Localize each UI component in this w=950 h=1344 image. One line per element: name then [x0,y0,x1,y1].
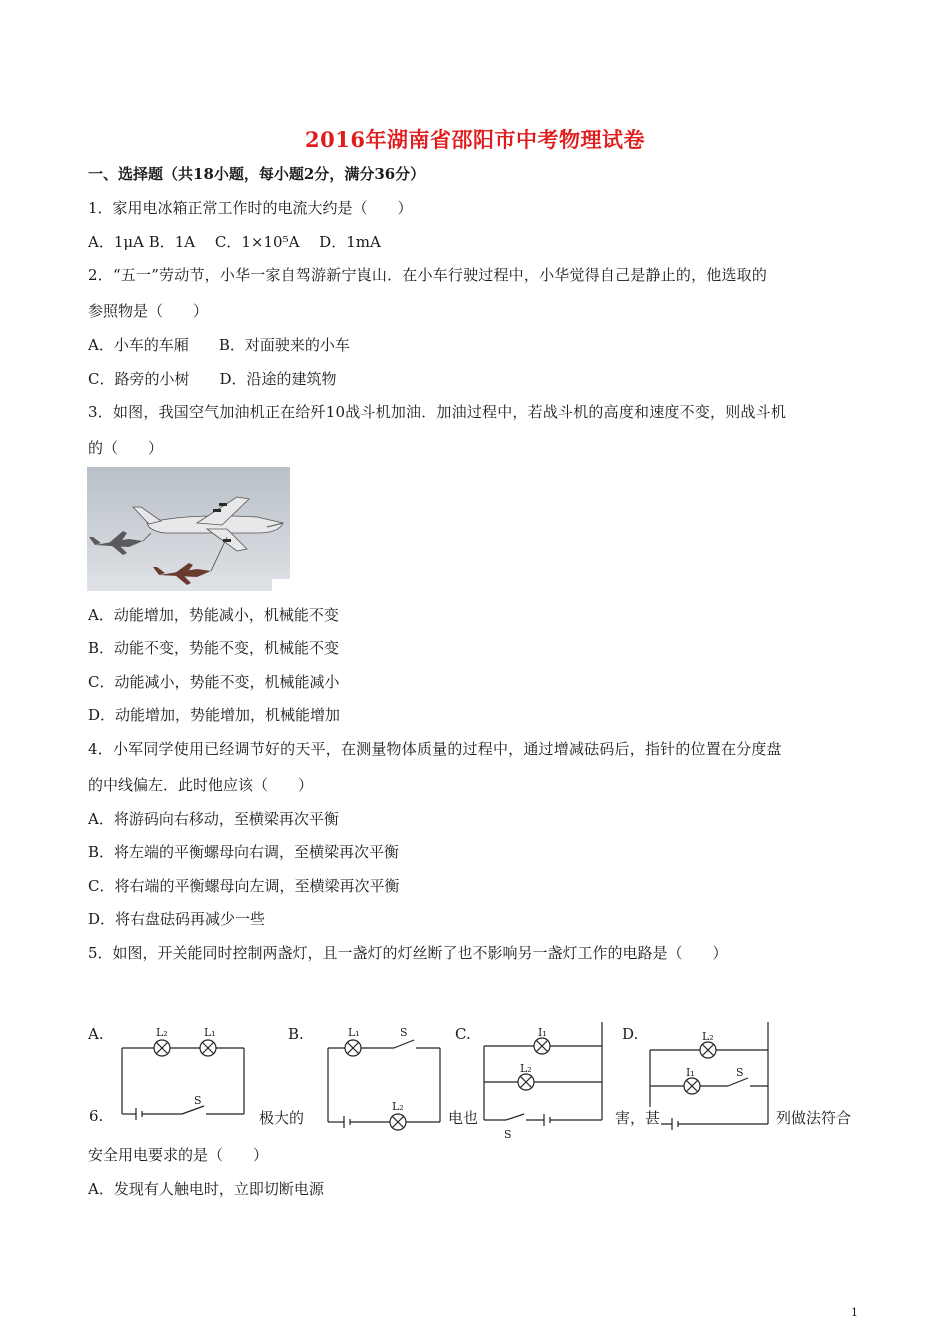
svg-text:L₁: L₁ [204,1026,216,1039]
q4-option-b: B．将左端的平衡螺母向右调，至横梁再次平衡 [88,843,400,861]
q2-options-ab: A．小车的车厢 B．对面驶来的小车 [88,336,350,354]
q4-option-a: A．将游码向右移动，至横梁再次平衡 [88,810,339,828]
q5-stem: 5．如图，开关能同时控制两盏灯，且一盏灯的灯丝断了也不影响另一盏灯工作的电路是（ ） [88,944,728,962]
q2-stem-line1: 2．“五一”劳动节，小华一家自驾游新宁崀山．在小车行驶过程中，小华觉得自己是静止的，他选取的 [88,266,768,284]
svg-text:S: S [736,1066,744,1079]
q4-option-d: D．将右盘砝码再减少一些 [88,910,266,928]
svg-text:I₁: I₁ [538,1026,547,1039]
section-heading: 一、选择题（共18小题，每小题2分，满分36分） [88,165,426,183]
q1-options: A．1μA B．1A C．1×10⁵A D．1mA [88,233,381,251]
q6-fragment-4: 害，甚 [615,1109,661,1127]
svg-text:L₂: L₂ [156,1026,168,1039]
circuit-c-label: C. [455,1025,471,1043]
circuit-d-label: D. [622,1025,639,1043]
q6-stem-line2: 安全用电要求的是（ ） [88,1146,269,1164]
circuit-a-label: A. [88,1025,104,1043]
q4-stem-line1: 4．小军同学使用已经调节好的天平，在测量物体质量的过程中，通过增减砝码后，指针的位置在分度盘 [88,740,782,758]
q2-options-cd: C．路旁的小树 D．沿途的建筑物 [88,370,337,388]
q6-fragment-3: 电也 [448,1109,479,1127]
q6-fragment-5: 列做法符合 [776,1109,852,1127]
q4-option-c: C．将右端的平衡螺母向左调，至横梁再次平衡 [88,877,400,895]
q6-option-a: A．发现有人触电时，立即切断电源 [88,1180,324,1198]
q3-stem-line2: 的（ ） [88,439,164,457]
refueling-aircraft-photo [87,467,290,591]
q3-option-c: C．动能减小，势能不变，机械能减小 [88,673,340,691]
svg-text:S: S [400,1026,408,1039]
q4-stem-line2: 的中线偏左．此时他应该（ ） [88,776,314,794]
svg-text:L₂: L₂ [392,1100,404,1113]
svg-text:S: S [194,1094,202,1107]
circuit-b-label: B. [288,1025,304,1043]
q1-stem: 1．家用电冰箱正常工作时的电流大约是（ ） [88,199,413,217]
page-number: 1 [851,1306,858,1319]
q6-fragment-number: 6. [89,1107,104,1125]
page-title: 2016年湖南省邵阳市中考物理试卷 [305,127,645,152]
q6-fragment-2: 极大的 [259,1109,305,1127]
svg-text:S: S [504,1128,512,1141]
svg-text:L₂: L₂ [520,1062,532,1075]
svg-text:I₁: I₁ [686,1066,695,1079]
circuit-c-diagram [478,1022,608,1144]
q3-option-b: B．动能不变，势能不变，机械能不变 [88,639,340,657]
svg-text:L₁: L₁ [348,1026,360,1039]
circuit-a-diagram [112,1022,252,1132]
q3-option-d: D．动能增加，势能增加，机械能增加 [88,706,341,724]
circuit-d-diagram [644,1022,774,1134]
q2-stem-line2: 参照物是（ ） [88,302,209,320]
q3-stem-line1: 3．如图，我国空气加油机正在给歼10战斗机加油．加油过程中，若战斗机的高度和速度不变，则战斗机 [88,403,787,421]
q3-option-a: A．动能增加，势能减小，机械能不变 [88,606,339,624]
circuit-b-diagram [318,1022,448,1132]
svg-text:L₂: L₂ [702,1030,714,1043]
